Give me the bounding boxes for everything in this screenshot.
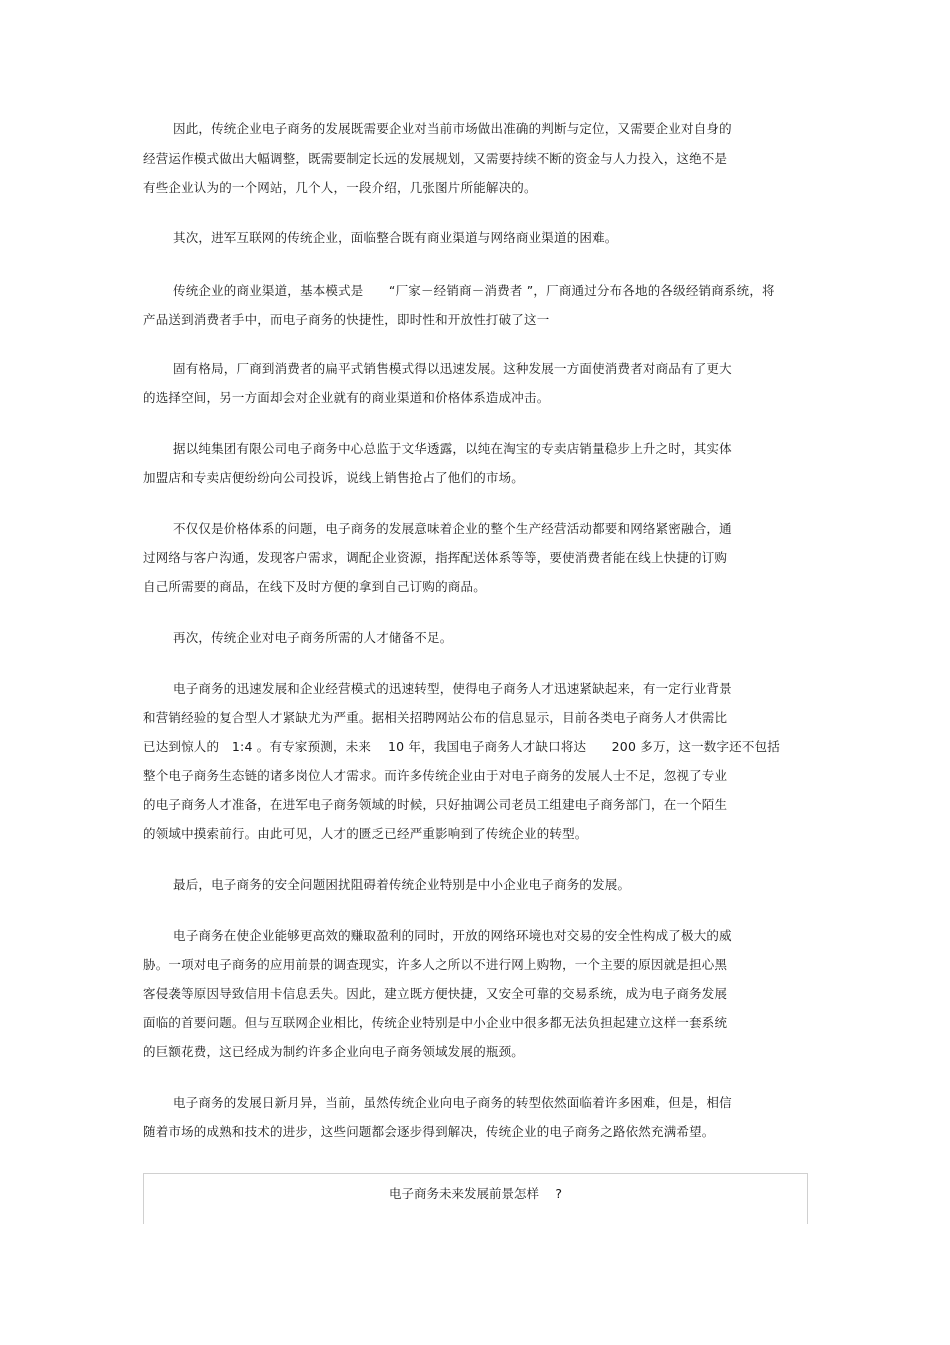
paragraph-line: 整个电子商务生态链的诸多岗位人才需求。而许多传统企业由于对电子商务的发展人士不足，忽视了专业: [143, 768, 728, 783]
paragraph-line: 其次，进军互联网的传统企业，面临整合既有商业渠道与网络商业渠道的困难。: [173, 230, 618, 245]
paragraph-line: 的领域中摸索前行。由此可见，人才的匮乏已经严重影响到了传统企业的转型。: [143, 826, 588, 841]
paragraph-line: 有些企业认为的一个网站，几个人，一段介绍，几张图片所能解决的。: [143, 180, 537, 195]
paragraph-line: 因此，传统企业电子商务的发展既需要企业对当前市场做出准确的判断与定位，又需要企业对自身的: [173, 121, 732, 136]
paragraph-line: 经营运作模式做出大幅调整，既需要制定长远的发展规划，又需要持续不断的资金与人力投入，这绝不是: [143, 151, 728, 166]
paragraph-line: 不仅仅是价格体系的问题，电子商务的发展意味着企业的整个生产经营活动都要和网络紧密融合，通: [173, 521, 732, 536]
paragraph-line: 再次，传统企业对电子商务所需的人才储备不足。: [173, 630, 453, 645]
paragraph-line: 电子商务在使企业能够更高效的赚取盈利的同时，开放的网络环境也对交易的安全性构成了极大的威: [173, 928, 732, 943]
paragraph-line: 面临的首要问题。但与互联网企业相比，传统企业特别是中小企业中很多都无法负担起建立这样一套系统: [143, 1015, 728, 1030]
paragraph-line: 的电子商务人才准备，在进军电子商务领域的时候，只好抽调公司老员工组建电子商务部门，在一个陌生: [143, 797, 728, 812]
paragraph-line: 客侵袭等原因导致信用卡信息丢失。因此，建立既方便快捷，又安全可靠的交易系统，成为电子商务发展: [143, 986, 728, 1001]
paragraph-line: 据以纯集团有限公司电子商务中心总监于文华透露，以纯在淘宝的专卖店销量稳步上升之时，其实体: [173, 441, 732, 456]
paragraph-line: 加盟店和专卖店便纷纷向公司投诉，说线上销售抢占了他们的市场。: [143, 470, 525, 485]
paragraph-line: 胁。一项对电子商务的应用前景的调查现实，许多人之所以不进行网上购物，一个主要的原因就是担心黑: [143, 957, 728, 972]
paragraph-line: 过网络与客户沟通，发现客户需求，调配企业资源，指挥配送体系等等，要使消费者能在线上快捷的订购: [143, 550, 728, 565]
paragraph-line: 的巨额花费，这已经成为制约许多企业向电子商务领域发展的瓶颈。: [143, 1044, 525, 1059]
paragraph-line: 随着市场的成熟和技术的进步，这些问题都会逐步得到解决，传统企业的电子商务之路依然充满希望。: [143, 1124, 715, 1139]
paragraph-line: 的选择空间，另一方面却会对企业就有的商业渠道和价格体系造成冲击。: [143, 390, 550, 405]
question-box: [143, 1173, 808, 1224]
paragraph-line: 最后，电子商务的安全问题困扰阻碍着传统企业特别是中小企业电子商务的发展。: [173, 877, 631, 892]
paragraph-line: 自己所需要的商品，在线下及时方便的拿到自己订购的商品。: [143, 579, 486, 594]
paragraph-line: 传统企业的商业渠道，基本模式是 “厂家－经销商－消费者 ”，厂商通过分布各地的各级经销商系统，将: [173, 283, 775, 298]
paragraph-line: 电子商务的发展日新月异，当前，虽然传统企业向电子商务的转型依然面临着许多困难，但是，相信: [173, 1095, 732, 1110]
paragraph-line: 已达到惊人的 1:4 。有专家预测，未来 10 年，我国电子商务人才缺口将达 200 多万，这一数字还不包括: [143, 739, 780, 754]
paragraph-line: 产品送到消费者手中，而电子商务的快捷性，即时性和开放性打破了这一: [143, 312, 550, 327]
question-title: 电子商务未来发展前景怎样 ?: [388, 1186, 563, 1201]
paragraph-line: 固有格局，厂商到消费者的扁平式销售模式得以迅速发展。这种发展一方面使消费者对商品有了更大: [173, 361, 732, 376]
paragraph-line: 电子商务的迅速发展和企业经营模式的迅速转型，使得电子商务人才迅速紧缺起来，有一定行业背景: [173, 681, 732, 696]
paragraph-line: 和营销经验的复合型人才紧缺尤为严重。据相关招聘网站公布的信息显示，目前各类电子商务人才供需比: [143, 710, 728, 725]
